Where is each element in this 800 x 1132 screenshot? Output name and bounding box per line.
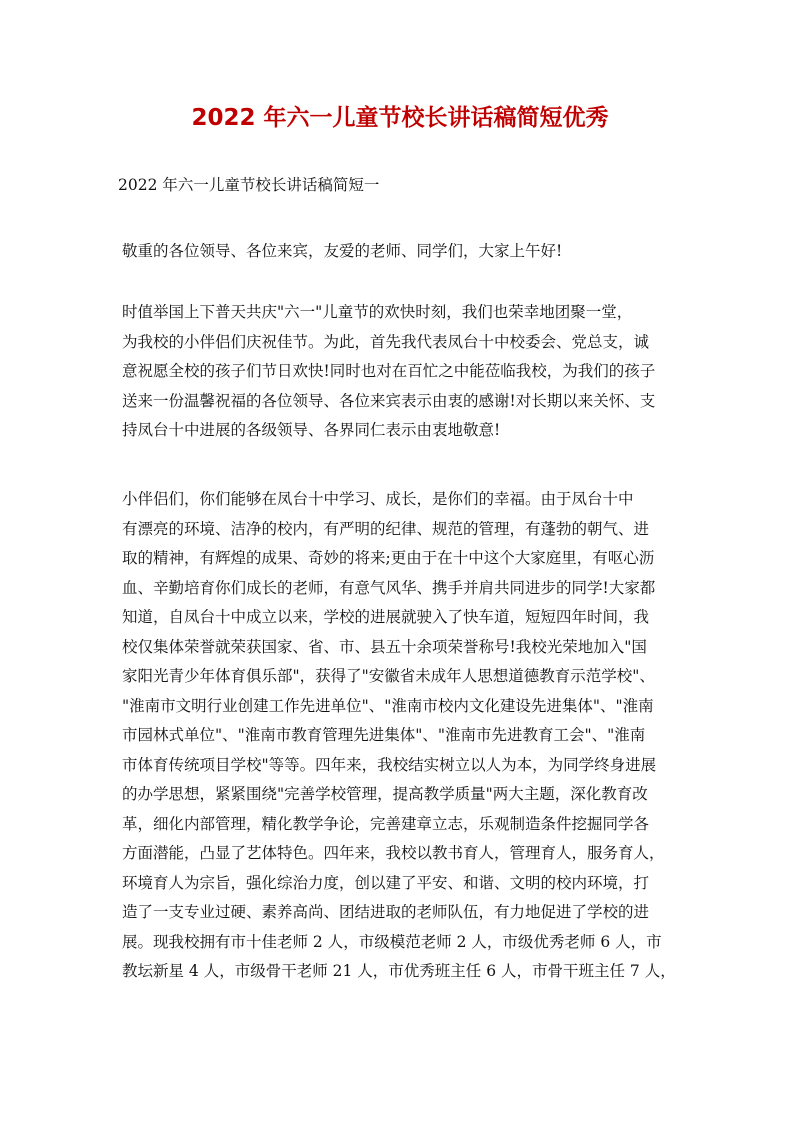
paragraph-line: "淮南市文明行业创建工作先进单位"、"淮南市校内文化建设先进集体"、"淮南 — [122, 696, 654, 715]
paragraph-line: 时值举国上下普天共庆"六一"儿童节的欢快时刻，我们也荣幸地团聚一堂， — [122, 303, 633, 321]
paragraph-line: 环境育人为宗旨，强化综治力度，创以建了平安、和谐、文明的校内环境，打 — [122, 873, 650, 892]
paragraph-line: 方面潜能，凸显了艺体特色。四年来，我校以教书育人，管理育人，服务育人， — [122, 844, 665, 862]
paragraph-line: 取的精神，有辉煌的成果、奇妙的将来;更由于在十中这个大家庭里，有呕心沥 — [122, 549, 655, 567]
paragraph-line: 家阳光青少年体育俱乐部"，获得了"安徽省未成年人思想道德教育示范学校"、 — [122, 667, 655, 685]
paragraph-school-achievements — [122, 485, 684, 987]
paragraph-line: 小伴侣们，你们能够在凤台十中学习、成长，是你们的幸福。由于凤台十中 — [122, 490, 634, 508]
paragraph-line: 敬重的各位领导、各位来宾，友爱的老师、同学们，大家上午好! — [122, 242, 563, 260]
paragraph-line: 校仅集体荣誉就荣获国家、省、市、县五十余项荣誉称号!我校光荣地加入"国 — [122, 637, 647, 656]
paragraph-line: 知道，自凤台十中成立以来，学校的进展就驶入了快车道，短短四年时间，我 — [122, 608, 650, 626]
paragraph-line: 市体育传统项目学校"等等。四年来，我校结实树立以人为本，为同学终身进展 — [122, 755, 657, 774]
paragraph-line: 的办学思想，紧紧围绕"完善学校管理，提高教学质量"两大主题，深化教育改 — [122, 785, 648, 803]
document-subtitle: 2022 年六一儿童节校长讲话稿简短一 — [118, 176, 380, 194]
paragraph-line: 意祝愿全校的孩子们节日欢快!同时也对在百忙之中能莅临我校，为我们的孩子 — [122, 362, 656, 380]
document-title: 2022 年六一儿童节校长讲话稿简短优秀 — [191, 105, 609, 131]
paragraph-opening — [122, 298, 684, 446]
paragraph-line: 有漂亮的环境、洁净的校内，有严明的纪律、规范的管理，有蓬勃的朝气、进 — [122, 519, 650, 538]
paragraph-line: 革，细化内部管理，精化教学争论，完善建章立志，乐观制造条件挖掘同学各 — [122, 814, 650, 833]
paragraph-line: 市园林式单位"、"淮南市教育管理先进集体"、"淮南市先进教育工会"、"淮南 — [122, 726, 646, 744]
paragraph-line: 为我校的小伴侣们庆祝佳节。为此，首先我代表凤台十中校委会、党总支，诚 — [122, 332, 650, 351]
paragraph-line: 造了一支专业过硬、素养高尚、团结进取的老师队伍，有力地促进了学校的进 — [122, 903, 650, 921]
paragraph-line: 教坛新星 4 人，市级骨干老师 21 人，市优秀班主任 6 人，市骨干班主任 7 人， — [122, 962, 676, 980]
paragraph-line: 送来一份温馨祝福的各位领导、各位来宾表示由衷的感谢!对长期以来关怀、支 — [122, 391, 656, 410]
paragraph-line: 血、辛勤培育你们成长的老师，有意气风华、携手并肩共同进步的同学!大家都 — [122, 578, 656, 597]
paragraph-line: 持凤台十中进展的各级领导、各界同仁表示由衷地敬意! — [122, 421, 501, 439]
paragraph-line: 展。现我校拥有市十佳老师 2 人，市级模范老师 2 人，市级优秀老师 6 人，市 — [122, 932, 662, 951]
paragraph-greeting — [122, 237, 684, 267]
